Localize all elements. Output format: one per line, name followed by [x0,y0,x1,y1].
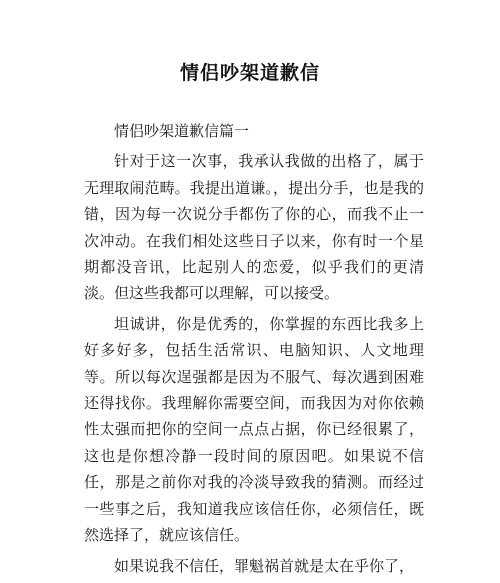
paragraph-3: 如果说我不信任，罪魁祸首就是太在乎你了， [114,556,415,575]
section-subheading: 情侣吵架道歉信篇一 [114,122,250,140]
paragraph-2: 坦诚讲，你是优秀的，你掌握的东西比我多上好多好多，包括生活常识、电脑知识、人文地理等。所以每次逞强都是因为不服气、每次遇到困难还得找你。我理解你需要空间，而我因为对你依赖性太强而把你的空间一点点占据，你已经很累了，这也是你想冷静一段时间的原因吧。如果说不信任，那是之前你对我的冷淡导致我的猜测。而经过一些事之后，我知道我应该信任你，必须信任，既然选择了，就应该信任。 [84,314,424,545]
paragraph-1: 针对于这一次事，我承认我做的出格了，属于无理取闹范畴。我提出道谦。，提出分手，也是我的错，因为每一次说分手都伤了你的心，而我不止一次冲动。在我们相处这些日子以来，你有时一个星期都没音讯，比起别人的恋爱，似乎我们的更清淡。但这些我都可以理解，可以接受。 [84,152,424,303]
document-title: 情侣吵架道歉信 [179,62,320,84]
document-body [84,118,424,583]
